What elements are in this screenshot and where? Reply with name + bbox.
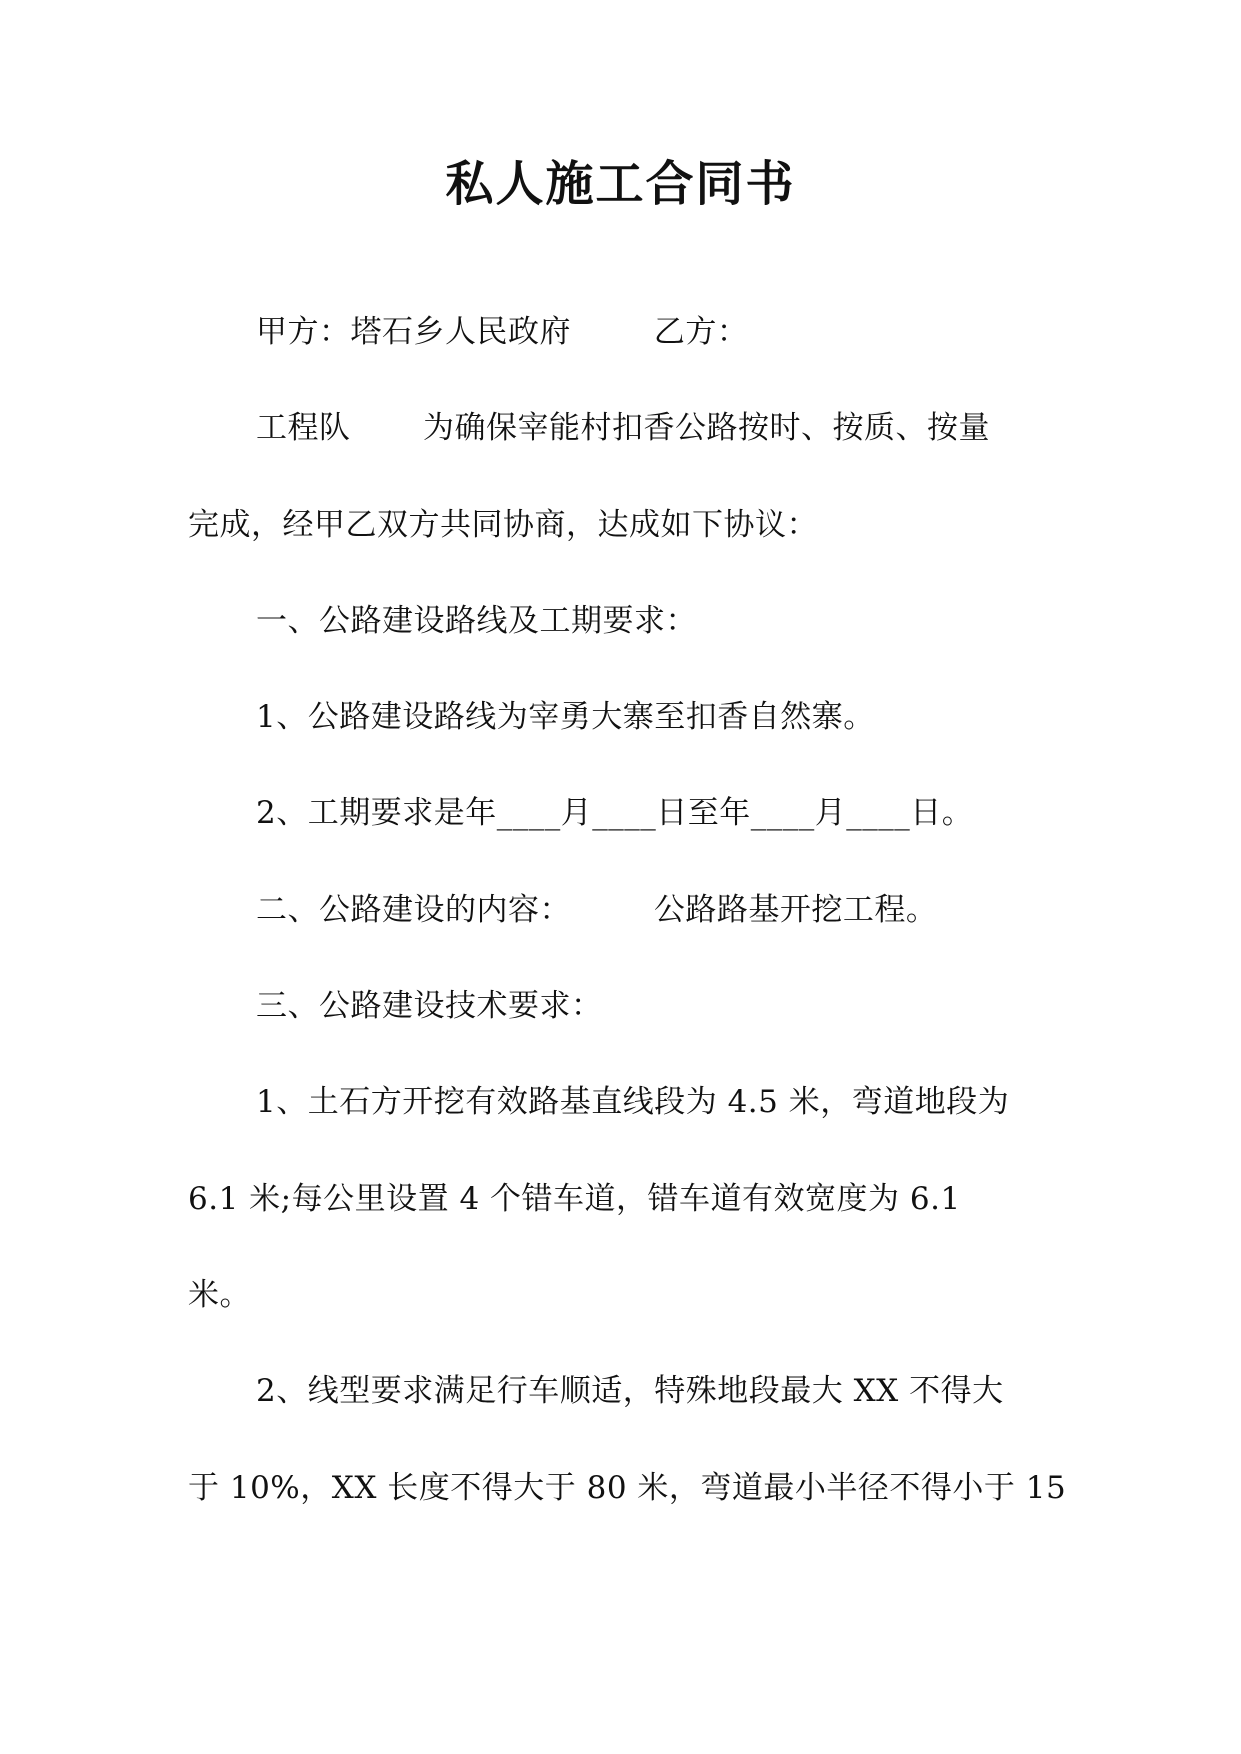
section-3-item-2-line-1: 2、线型要求满足行车顺适，特殊地段最大 XX 不得大 — [256, 1373, 1004, 1409]
document-title: 私人施工合同书 — [445, 156, 796, 212]
section-3-item-1-line-1: 1、土石方开挖有效路基直线段为 4.5 米，弯道地段为 — [256, 1084, 1010, 1120]
party-line: 甲方：塔石乡人民政府 乙方： — [256, 314, 749, 350]
intro-line-2: 完成，经甲乙双方共同协商，达成如下协议： — [188, 507, 818, 543]
section-1-item-1: 1、公路建设路线为宰勇大寨至扣香自然寨。 — [256, 699, 875, 735]
section-3-heading: 三、公路建设技术要求： — [256, 988, 603, 1024]
section-1-heading: 一、公路建设路线及工期要求： — [256, 603, 697, 639]
section-3-item-1-line-2: 6.1 米;每公里设置 4 个错车道，错车道有效宽度为 6.1 — [188, 1181, 961, 1217]
section-2-heading: 二、公路建设的内容： 公路路基开挖工程。 — [256, 892, 938, 928]
section-1-item-2: 2、工期要求是年____月____日至年____月____日。 — [256, 795, 974, 831]
section-3-item-2-line-2: 于 10%，XX 长度不得大于 80 米，弯道最小半径不得小于 15 — [188, 1470, 1067, 1506]
intro-line-1: 工程队 为确保宰能村扣香公路按时、按质、按量 — [256, 410, 990, 446]
section-3-item-1-line-3: 米。 — [188, 1277, 251, 1313]
